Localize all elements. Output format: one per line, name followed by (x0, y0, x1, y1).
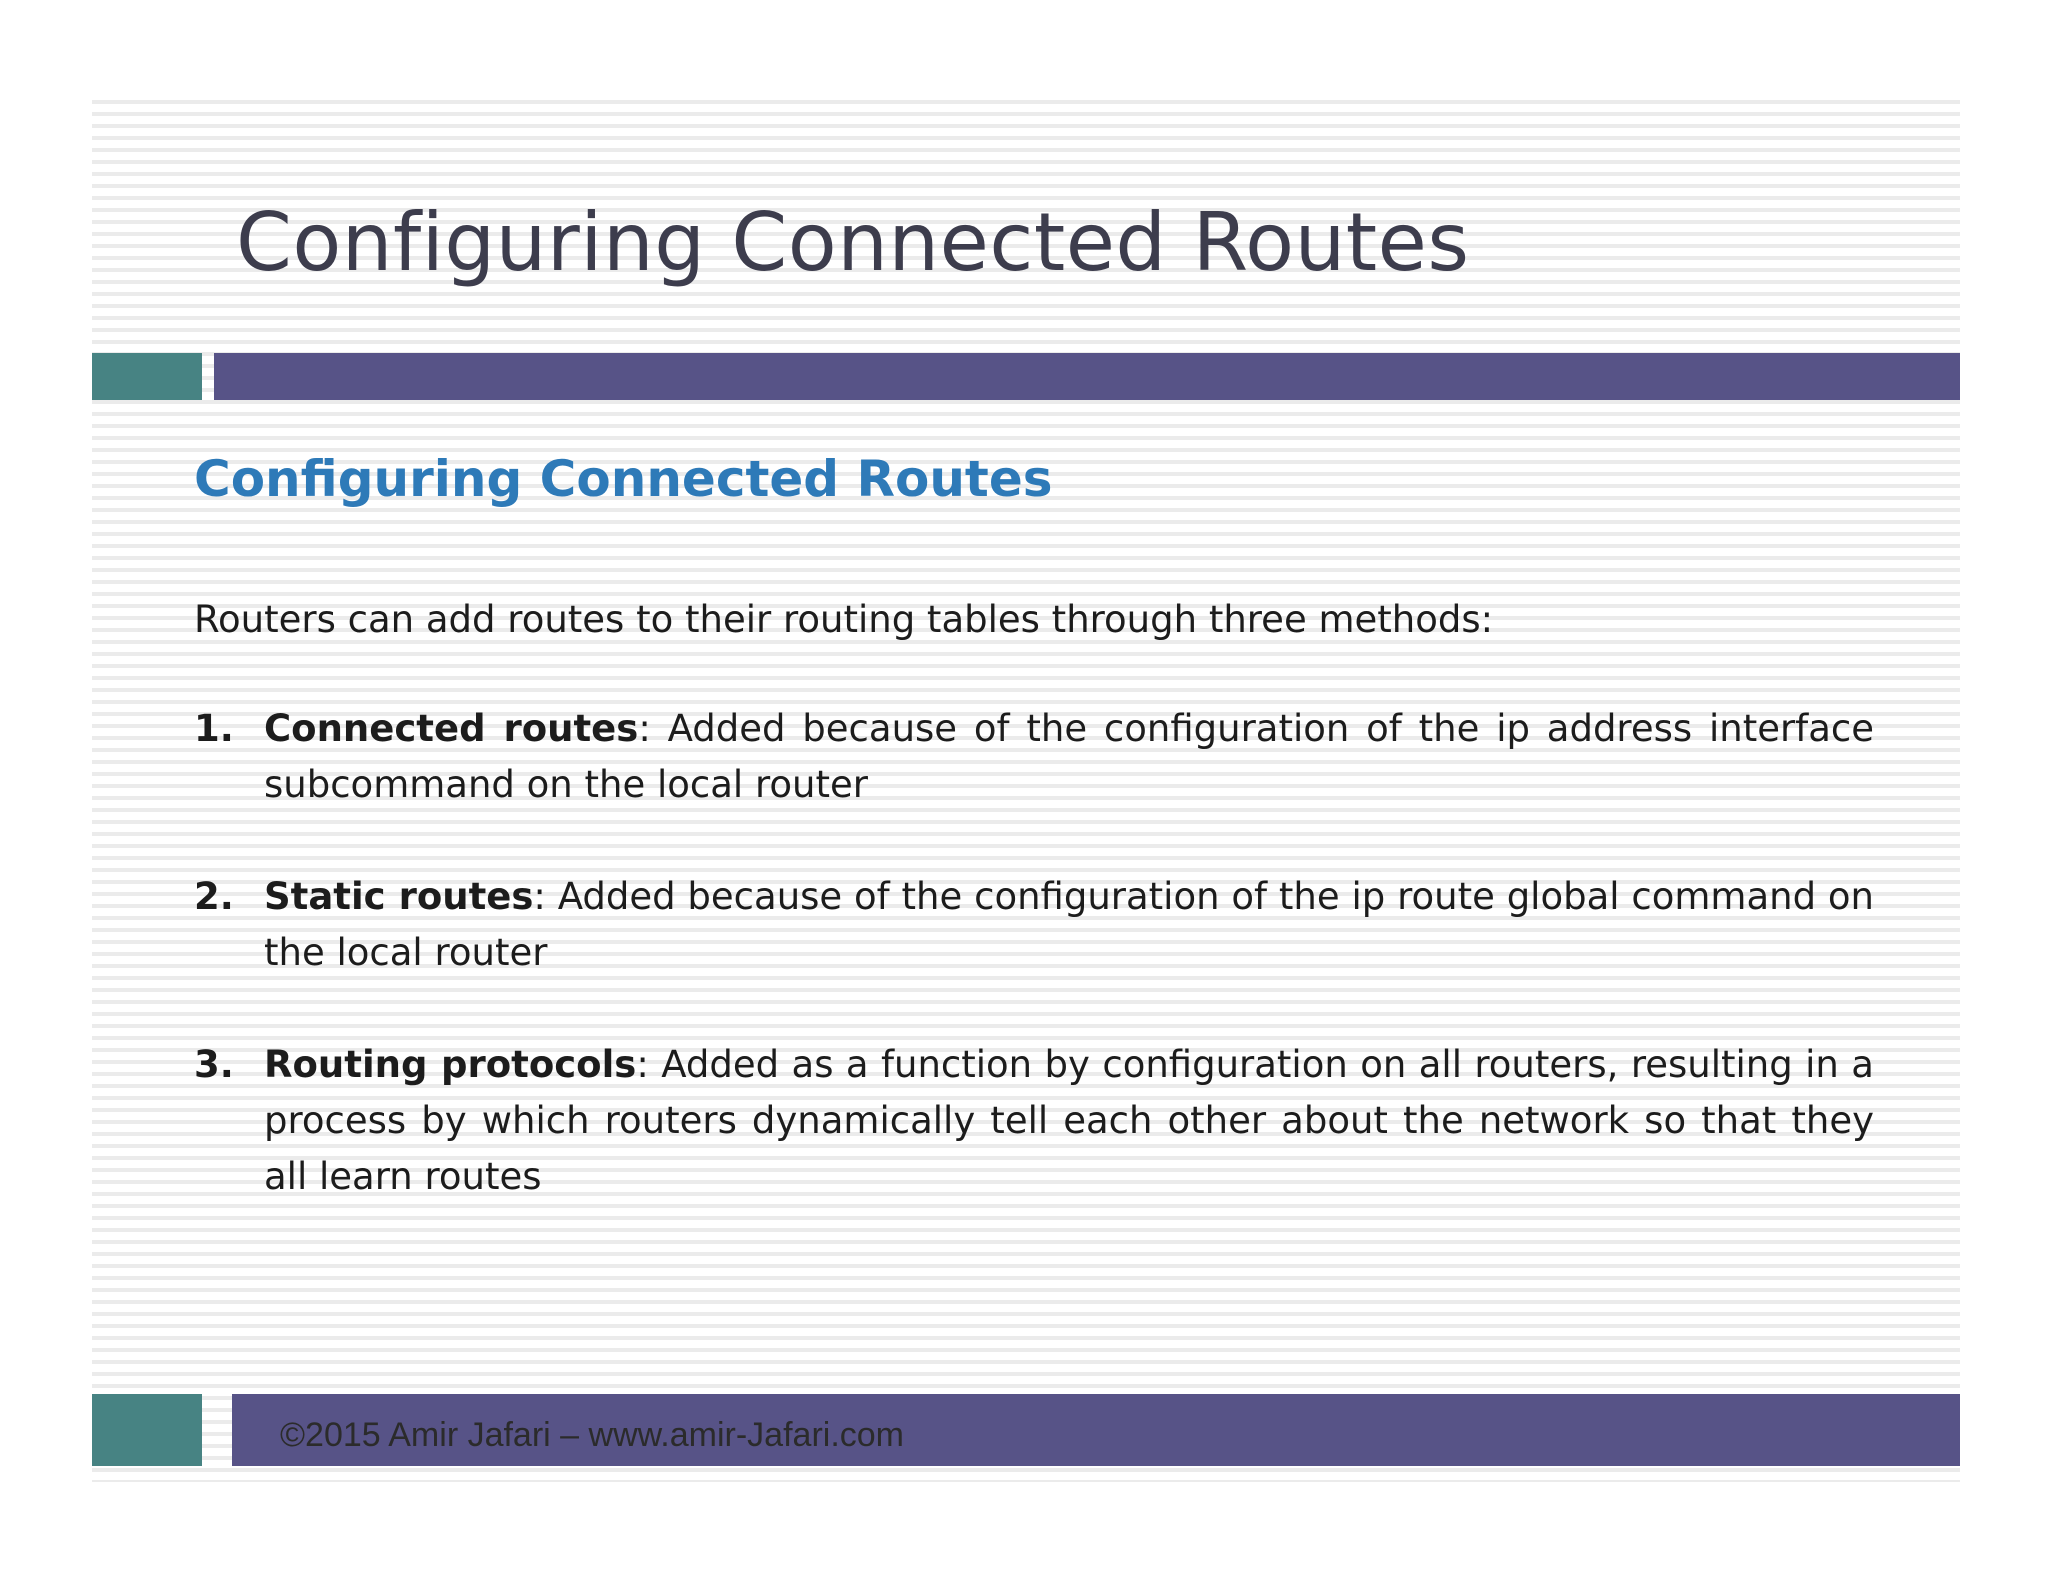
method-term: Routing protocols (264, 1043, 637, 1086)
method-description: Added because of the configuration of the ip route global command on the local router (264, 875, 1874, 974)
methods-list (194, 701, 1874, 1205)
slide-title: Configuring Connected Routes (236, 196, 1470, 289)
method-item-static (194, 869, 1874, 981)
header-teal-block (92, 353, 202, 400)
method-separator: : (638, 707, 651, 750)
method-term: Connected routes (264, 707, 639, 750)
method-term: Static routes (264, 875, 534, 918)
content-subheading: Configuring Connected Routes (194, 450, 1053, 508)
slide-content (194, 450, 1874, 1261)
method-separator: : (636, 1043, 649, 1086)
footer-copyright: ©2015 Amir Jafari – www.amir-Jafari.com (280, 1416, 905, 1454)
footer-teal-block (92, 1394, 202, 1466)
header-purple-bar (214, 353, 1960, 400)
method-item-routing-protocols (194, 1037, 1874, 1205)
method-separator: : (533, 875, 546, 918)
method-description: Added as a function by configuration on all routers, resulting in a process by which routers dynamically tell each other about the network so that they all learn routes (264, 1043, 1874, 1198)
intro-text: Routers can add routes to their routing tables through three methods: (194, 598, 1494, 641)
method-number: 2. (194, 875, 234, 918)
method-description: Added because of the configuration of the ip address interface subcommand on the local router (264, 707, 1874, 806)
method-number: 3. (194, 1043, 234, 1086)
method-item-connected (194, 701, 1874, 813)
method-number: 1. (194, 707, 234, 750)
